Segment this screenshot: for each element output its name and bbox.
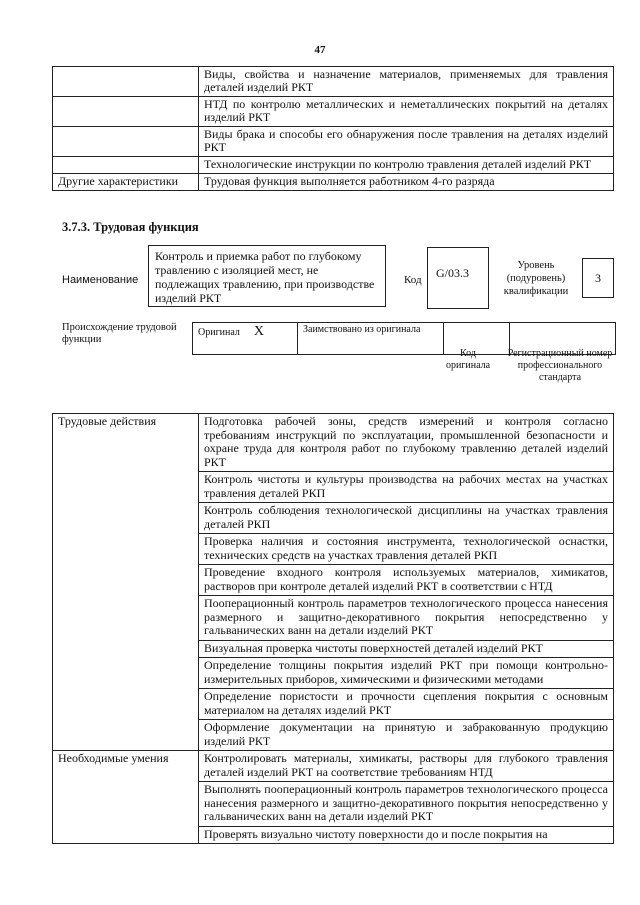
characteristics-table bbox=[52, 66, 614, 191]
table-cell-text: Контролировать материалы, химикаты, растворы для глубокого травления деталей изделий РКТ на соответствие требованиям НТД bbox=[199, 751, 614, 782]
table-cell-label bbox=[53, 97, 199, 127]
original-cell bbox=[193, 323, 298, 355]
table-cell-label bbox=[53, 157, 199, 174]
table-cell-text: Проведение входного контроля используемых материалов, химикатов, растворов при контроле деталей изделий РКТ в соответствии с НТД bbox=[199, 565, 614, 596]
page-number: 47 bbox=[314, 44, 326, 56]
origin-label: Происхождение трудовой функции bbox=[62, 322, 177, 345]
labor-actions-body bbox=[53, 414, 614, 844]
table-cell-text: Контроль соблюдения технологической дисциплины на участках травления деталей РКП bbox=[199, 503, 614, 534]
section-label: Необходимые умения bbox=[53, 751, 199, 844]
function-name-box: Контроль и приемка работ по глубокому травлению с изоляцией мест, не подлежащих травлению, при производстве изделий РКТ bbox=[148, 245, 386, 307]
original-mark: X bbox=[253, 324, 265, 339]
table-row bbox=[53, 127, 614, 157]
code-original-caption: Код оригинала bbox=[445, 348, 491, 371]
table-row bbox=[53, 174, 614, 191]
table-cell-text: Проверять визуально чистоту поверхности до и после покрытия на bbox=[199, 826, 614, 844]
labor-actions-table bbox=[52, 413, 614, 844]
registration-number-caption: Регистрационный номер профессионального стандарта bbox=[507, 348, 613, 383]
table-cell-text: Пооперационный контроль параметров технологического процесса нанесения размерного и защитно-декоративного покрытия непосредственно у гальванических ванн на детали изделий РКТ bbox=[199, 596, 614, 641]
section-label: Трудовые действия bbox=[53, 414, 199, 751]
original-label: Оригинал bbox=[198, 327, 240, 338]
table-cell-text: Трудовая функция выполняется работником 4-го разряда bbox=[199, 174, 614, 191]
table-cell-text: Технологические инструкции по контролю травления деталей изделий РКТ bbox=[199, 157, 614, 174]
table-cell-text: Проверка наличия и состояния инструмента, технологической оснастки, технических средств на участках травления деталей РКП bbox=[199, 534, 614, 565]
table-row bbox=[53, 414, 614, 472]
table-cell-text: Визуальная проверка чистоты поверхностей деталей изделий РКТ bbox=[199, 640, 614, 658]
table-cell-text: Определение пористости и прочности сцепления покрытия с основным материалом на деталях изделий РКТ bbox=[199, 689, 614, 720]
code-box: G/03.3 bbox=[427, 247, 489, 309]
table-cell-label bbox=[53, 127, 199, 157]
table-row bbox=[53, 97, 614, 127]
name-label: Наименование bbox=[62, 274, 139, 286]
level-label: Уровень (подуровень) квалификации bbox=[503, 260, 569, 297]
table-row bbox=[53, 67, 614, 97]
table-cell-label bbox=[53, 67, 199, 97]
table-cell-text: Оформление документации на принятую и забракованную продукцию изделий РКТ bbox=[199, 720, 614, 751]
table-cell-text: Виды брака и способы его обнаружения после травления на деталях изделий РКТ bbox=[199, 127, 614, 157]
table-cell-text: Определение толщины покрытия изделий РКТ при помощи контрольно-измерительных приборов, химическими и физическими методами bbox=[199, 658, 614, 689]
table-cell-text: Выполнять пооперационный контроль параметров технологического процесса нанесения размерного и защитно-декоративного покрытия непосредственно у гальванических ванн на детали изделий РКТ bbox=[199, 782, 614, 827]
borrowed-label: Заимствовано из оригинала bbox=[298, 323, 444, 355]
section-title: 3.7.3. Трудовая функция bbox=[62, 220, 199, 234]
table-cell-text: Подготовка рабочей зоны, средств измерений и контроля согласно требованиям инструкций по эксплуатации, промышленной безопасности и охране труда для контроля работ по глубокому травлению деталей изделий РКТ bbox=[199, 414, 614, 472]
table-cell-text: НТД по контролю металлических и неметаллических покрытий на деталях изделий РКТ bbox=[199, 97, 614, 127]
table-cell-text: Контроль чистоты и культуры производства на рабочих местах на участках травления деталей РКП bbox=[199, 472, 614, 503]
table-cell-text: Виды, свойства и назначение материалов, применяемых для травления деталей изделий РКТ bbox=[199, 67, 614, 97]
table-row bbox=[53, 157, 614, 174]
level-box: 3 bbox=[582, 258, 614, 298]
code-label: Код bbox=[404, 274, 422, 286]
table-cell-label: Другие характеристики bbox=[53, 174, 199, 191]
table-row bbox=[53, 751, 614, 782]
